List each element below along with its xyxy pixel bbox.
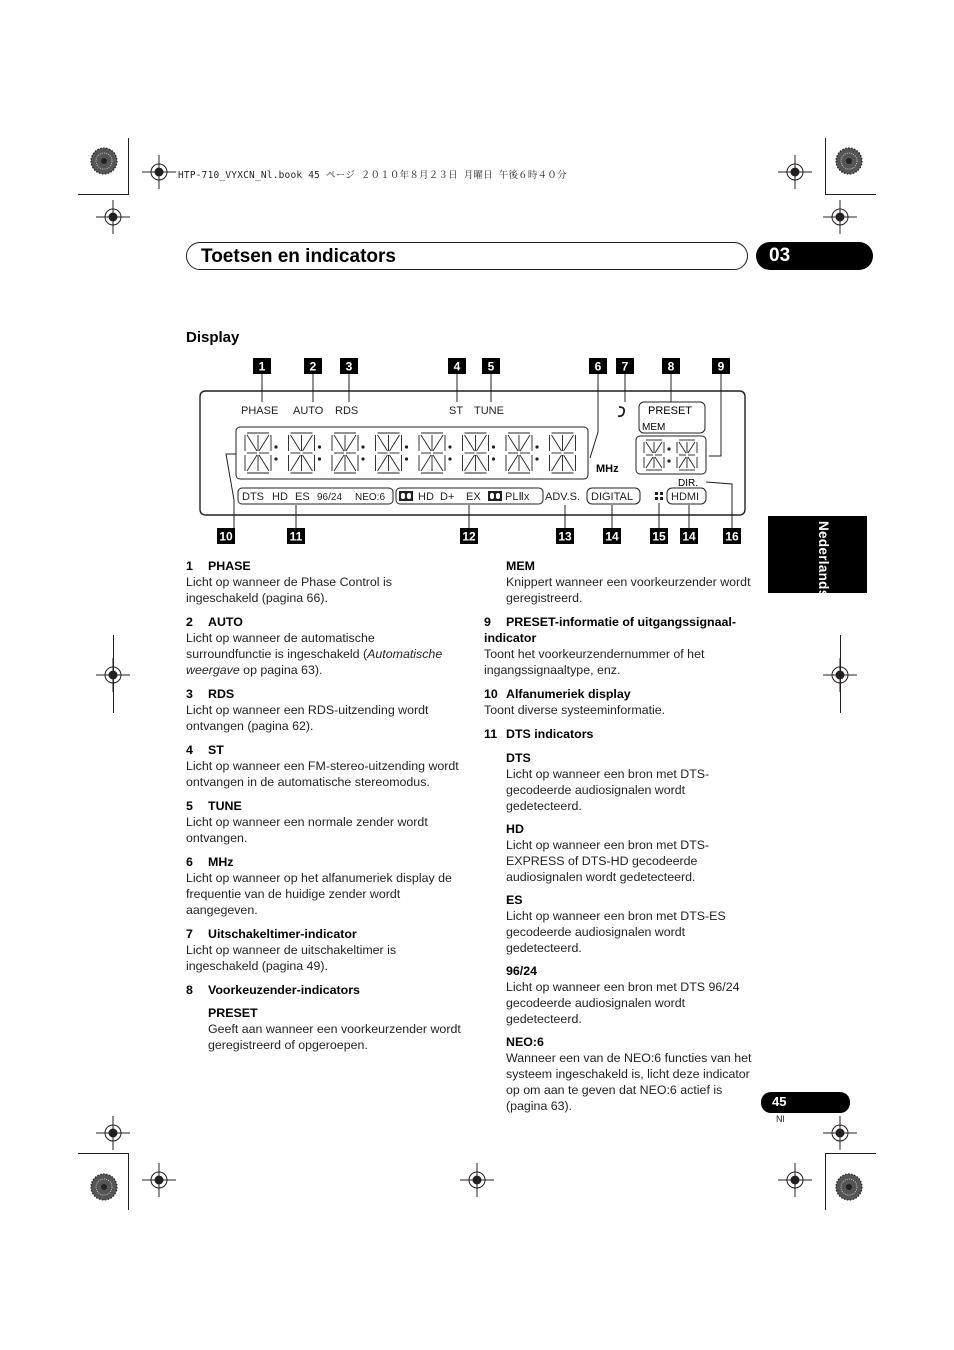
display-colon-dot bbox=[667, 459, 670, 462]
display-segment bbox=[508, 435, 518, 451]
display-colon-dot bbox=[361, 457, 364, 460]
display-segment bbox=[508, 455, 518, 471]
display-segment bbox=[679, 457, 686, 468]
display-segment bbox=[247, 455, 257, 471]
sub-entry-neo6 bbox=[506, 1034, 759, 1114]
preset-indicator: PRESET bbox=[648, 405, 693, 417]
sub-entry-description: Geeft aan wanneer een voorkeurzender wordt geregistreerd of opgeroepen. bbox=[208, 1022, 461, 1052]
sub-entry-title: MEM bbox=[506, 559, 535, 573]
chapter-number: 03 bbox=[769, 245, 791, 266]
callout-5: 5 bbox=[487, 359, 495, 374]
entry-description: Toont diverse systeeminformatie. bbox=[484, 703, 666, 717]
tune-indicator: TUNE bbox=[474, 405, 504, 417]
entry-number: 5 bbox=[186, 799, 193, 813]
callout-2: 2 bbox=[309, 359, 317, 374]
entry-title: PHASE bbox=[208, 559, 251, 573]
entry-title: ST bbox=[208, 743, 224, 757]
chapter-number-tab bbox=[756, 242, 873, 270]
digital-indicator: DIGITAL bbox=[591, 491, 633, 503]
display-segment bbox=[655, 442, 662, 453]
display-colon-dot bbox=[448, 445, 451, 448]
display-segment bbox=[291, 435, 301, 451]
sub-entry-description: Licht op wanneer een bron met DTS-ES gecodeerde audiosignalen wordt gedetecteerd. bbox=[506, 909, 726, 955]
display-segment bbox=[477, 435, 487, 451]
page-number: 45 bbox=[772, 1094, 787, 1109]
display-segment bbox=[655, 457, 662, 468]
display-segment bbox=[520, 435, 530, 451]
pl2x-indicator: PLⅡx bbox=[505, 491, 530, 503]
display-segment bbox=[421, 435, 431, 451]
callout-16: 16 bbox=[725, 529, 739, 544]
dts-9624-indicator: 96/24 bbox=[317, 492, 343, 503]
sub-entry-9624 bbox=[506, 963, 759, 1027]
left-column bbox=[186, 558, 461, 1061]
four-dot-icon bbox=[655, 492, 663, 500]
sub-entry-title: ES bbox=[506, 893, 523, 907]
display-segment bbox=[291, 455, 301, 471]
entry-number: 1 bbox=[186, 559, 193, 573]
dts-indicator: DTS bbox=[242, 491, 264, 503]
callout-15: 15 bbox=[652, 529, 666, 544]
entry-number: 7 bbox=[186, 927, 193, 941]
entry-description: Toont het voorkeurzendernummer of het ingangssignaaltype, enz. bbox=[484, 647, 705, 677]
entry-number: 2 bbox=[186, 615, 193, 629]
display-colon-dot bbox=[405, 445, 408, 448]
entry-tune bbox=[186, 798, 461, 846]
entry-title: PRESET-informatie of uitgangssignaal-indicator bbox=[484, 615, 736, 645]
callout-10: 10 bbox=[219, 529, 233, 544]
dolby-hd-indicator: HD bbox=[418, 491, 434, 503]
display-segment bbox=[346, 435, 356, 451]
display-segment bbox=[421, 455, 431, 471]
sub-entry-title: 96/24 bbox=[506, 964, 538, 978]
display-segment bbox=[303, 435, 313, 451]
callout-9: 9 bbox=[717, 359, 725, 374]
display-segment bbox=[433, 455, 443, 471]
mem-indicator: MEM bbox=[642, 422, 666, 433]
top-indicators bbox=[241, 405, 504, 417]
alphanumeric-display bbox=[245, 433, 576, 473]
dir-indicator: DIR. bbox=[678, 478, 698, 489]
callout-1: 1 bbox=[258, 359, 266, 374]
sub-entry-dts bbox=[506, 750, 759, 814]
callout-markers-bottom bbox=[217, 528, 741, 544]
st-indicator: ST bbox=[449, 405, 464, 417]
dolby-dplus-indicator: D+ bbox=[440, 491, 455, 503]
neo6-indicator: NEO:6 bbox=[355, 492, 386, 503]
chapter-title: Toetsen en indicators bbox=[201, 246, 396, 267]
entry-title: AUTO bbox=[208, 615, 243, 629]
sub-entry-description: Licht op wanneer een bron met DTS-gecodeerde audiosignalen wordt gedetecteerd. bbox=[506, 767, 710, 813]
entry-description: Licht op wanneer een normale zender wordt ontvangen. bbox=[186, 815, 428, 845]
entry-sleep-timer bbox=[186, 926, 461, 974]
display-segment bbox=[247, 435, 257, 451]
display-segment bbox=[378, 435, 388, 451]
display-segment bbox=[390, 455, 400, 471]
page-number-tab bbox=[761, 1092, 850, 1113]
dolby-ex-indicator: EX bbox=[466, 491, 481, 503]
sub-entry-description: Licht op wanneer een bron met DTS 96/24 gecodeerde audiosignalen wordt gedetecteerd. bbox=[506, 980, 740, 1026]
callout-4: 4 bbox=[453, 359, 461, 374]
entry-title: Alfanumeriek display bbox=[506, 687, 631, 701]
entry-dts-indicators bbox=[484, 726, 759, 1114]
entry-preset-info bbox=[484, 614, 759, 678]
entry-number: 10 bbox=[484, 687, 498, 701]
page-language-code: Nl bbox=[776, 1114, 785, 1124]
entry-mhz bbox=[186, 854, 461, 918]
display-segment bbox=[334, 435, 344, 451]
entry-title: MHz bbox=[208, 855, 234, 869]
entry-title: DTS indicators bbox=[506, 727, 594, 741]
entry-number: 6 bbox=[186, 855, 193, 869]
entry-description: Licht op wanneer de Phase Control is ingeschakeld (pagina 66). bbox=[186, 575, 392, 605]
sub-entry-hd bbox=[506, 821, 759, 885]
chapter-title-bar bbox=[186, 242, 748, 270]
display-segment bbox=[646, 442, 653, 453]
hdmi-indicator: HDMI bbox=[671, 491, 700, 503]
sub-entry-mem bbox=[506, 558, 759, 606]
display-colon-dot bbox=[535, 457, 538, 460]
sleep-timer-icon bbox=[618, 407, 624, 416]
entry-number: 3 bbox=[186, 687, 193, 701]
entry-phase bbox=[186, 558, 461, 606]
entry-preset-indicators bbox=[186, 982, 461, 1053]
display-segment bbox=[390, 435, 400, 451]
callout-13: 13 bbox=[558, 529, 572, 544]
page-reference-title: Automatische weergave bbox=[186, 647, 443, 677]
book-file-line: HTP-710_VYXCN_Nl.book 45 ページ ２０１０年８月２３日 月曜日 午後６時４０分 bbox=[178, 170, 567, 181]
display-segment bbox=[433, 435, 443, 451]
entry-number: 4 bbox=[186, 743, 193, 757]
auto-indicator: AUTO bbox=[293, 405, 324, 417]
display-colon-dot bbox=[667, 447, 670, 450]
callout-14b: 14 bbox=[682, 529, 696, 544]
display-segment bbox=[688, 442, 695, 453]
display-diagram bbox=[196, 352, 752, 552]
display-colon-dot bbox=[448, 457, 451, 460]
dolby-double-d-icon bbox=[399, 491, 413, 501]
sub-entry-title: HD bbox=[506, 822, 524, 836]
advs-indicator: ADV.S. bbox=[545, 491, 581, 503]
sub-entry-title: PRESET bbox=[208, 1006, 258, 1020]
entry-description: Licht op wanneer een FM-stereo-uitzending wordt ontvangen in de automatische stereomodus. bbox=[186, 759, 459, 789]
sub-entry-preset bbox=[208, 1005, 461, 1053]
sub-entry-description: Wanneer een van de NEO:6 functies van het systeem ingeschakeld is, licht deze indicator op om aan te geven dat NEO:6 actief is (pagina 63). bbox=[506, 1051, 752, 1113]
entry-title: TUNE bbox=[208, 799, 242, 813]
rds-indicator: RDS bbox=[335, 405, 359, 417]
display-segment bbox=[552, 435, 562, 451]
display-segment bbox=[679, 442, 686, 453]
dts-es-indicator: ES bbox=[295, 491, 310, 503]
entry-title: Voorkeuzender-indicators bbox=[208, 983, 360, 997]
language-tab bbox=[768, 516, 867, 598]
language-label: Nederlands bbox=[816, 521, 831, 598]
display-colon-dot bbox=[405, 457, 408, 460]
display-colon-dot bbox=[535, 445, 538, 448]
display-segment bbox=[378, 455, 388, 471]
display-segment bbox=[303, 455, 313, 471]
entry-alphanumeric-display bbox=[484, 686, 759, 718]
entry-description: Licht op wanneer de uitschakeltimer is ingeschakeld (pagina 49). bbox=[186, 943, 397, 973]
preset-digit-display bbox=[644, 440, 697, 470]
callout-8: 8 bbox=[667, 359, 675, 374]
entry-number: 8 bbox=[186, 983, 193, 997]
display-segment bbox=[465, 435, 475, 451]
dts-hd-indicator: HD bbox=[272, 491, 288, 503]
display-segment bbox=[688, 457, 695, 468]
display-segment bbox=[477, 455, 487, 471]
callout-14: 14 bbox=[605, 529, 619, 544]
display-colon-dot bbox=[274, 445, 277, 448]
display-colon-dot bbox=[492, 457, 495, 460]
callout-3: 3 bbox=[345, 359, 353, 374]
callout-11: 11 bbox=[289, 529, 303, 544]
display-colon-dot bbox=[361, 445, 364, 448]
phase-indicator: PHASE bbox=[241, 405, 279, 417]
display-segment bbox=[259, 435, 269, 451]
right-column bbox=[484, 558, 759, 1122]
entry-description: Licht op wanneer een RDS-uitzending wordt ontvangen (pagina 62). bbox=[186, 703, 429, 733]
entry-title: Uitschakeltimer-indicator bbox=[208, 927, 357, 941]
display-segment bbox=[564, 435, 574, 451]
display-segment bbox=[564, 455, 574, 471]
sub-entry-es bbox=[506, 892, 759, 956]
display-colon-dot bbox=[318, 457, 321, 460]
display-colon-dot bbox=[492, 445, 495, 448]
sub-entry-description: Licht op wanneer een bron met DTS-EXPRESS of DTS-HD gecodeerde audiosignalen wordt gedetecteerd. bbox=[506, 838, 710, 884]
callout-6: 6 bbox=[594, 359, 602, 374]
sub-entry-description: Knippert wanneer een voorkeurzender wordt geregistreerd. bbox=[506, 575, 751, 605]
entry-rds bbox=[186, 686, 461, 734]
display-segment bbox=[552, 455, 562, 471]
entry-title: RDS bbox=[208, 687, 235, 701]
display-segment bbox=[346, 455, 356, 471]
bottom-indicators bbox=[238, 488, 706, 504]
dolby-double-d-icon-2 bbox=[488, 491, 502, 501]
display-segment bbox=[465, 455, 475, 471]
sub-entry-title: NEO:6 bbox=[506, 1035, 544, 1049]
entry-auto bbox=[186, 614, 461, 678]
mhz-indicator: MHz bbox=[596, 463, 619, 475]
display-segment bbox=[259, 455, 269, 471]
display-segment bbox=[520, 455, 530, 471]
callout-7: 7 bbox=[621, 359, 629, 374]
display-segment bbox=[646, 457, 653, 468]
sub-entry-title: DTS bbox=[506, 751, 531, 765]
entry-number: 9 bbox=[484, 615, 491, 629]
entry-description: Licht op wanneer de automatische surroundfunctie is ingeschakeld (Automatische weergave op pagina 63). bbox=[186, 631, 443, 677]
callout-markers-top bbox=[253, 358, 730, 374]
callout-12: 12 bbox=[462, 529, 476, 544]
display-segment bbox=[334, 455, 344, 471]
section-title: Display bbox=[186, 329, 240, 346]
display-colon-dot bbox=[318, 445, 321, 448]
entry-st bbox=[186, 742, 461, 790]
display-colon-dot bbox=[274, 457, 277, 460]
entry-number: 11 bbox=[484, 727, 498, 741]
entry-description: Licht op wanneer op het alfanumeriek display de frequentie van de huidige zender wordt aangegeven. bbox=[186, 871, 452, 917]
